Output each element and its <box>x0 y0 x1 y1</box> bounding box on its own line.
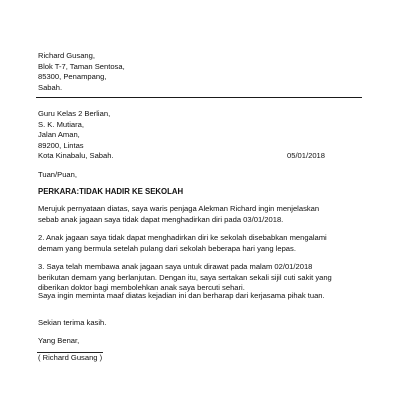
paragraph-line: diberikan doktor bagi membolehkan anak saya bercuti sehari. <box>38 283 245 293</box>
recipient-address-line: Guru Kelas 2 Berlian, <box>38 109 111 118</box>
sender-address-line: Richard Gusang, <box>38 51 95 60</box>
paragraph-line: 2. Anak jagaan saya tidak dapat menghadirkan diri ke sekolah disebabkan mengalami <box>38 233 327 242</box>
recipient-address-line: 89200, Lintas <box>38 140 84 150</box>
body-paragraph <box>38 262 332 294</box>
paragraph-line: Saya ingin meminta maaf diatas kejadian ini dan berharap dari kerjasama pihak tuan. <box>38 291 325 300</box>
paragraph-line: sebab anak jagaan saya tidak dapat menghadirkan diri pada 03/01/2018. <box>38 214 284 224</box>
paragraph-line: Merujuk pernyataan diatas, saya waris penjaga Alekman Richard ingin menjelaskan <box>38 204 320 213</box>
recipient-address <box>38 109 114 162</box>
sender-address-line: Blok T-7, Taman Sentosa, <box>38 61 125 71</box>
closing-line: Sekian terima kasih. <box>38 318 107 327</box>
salutation: Tuan/Puan, <box>38 170 77 179</box>
body-paragraph <box>38 204 319 225</box>
letter-subject: PERKARA:TIDAK HADIR KE SEKOLAH <box>38 187 184 196</box>
signature-name: ( Richard Gusang ) <box>38 353 103 362</box>
valediction: Yang Benar, <box>38 336 80 345</box>
sender-address-line: Sabah. <box>38 82 63 92</box>
recipient-address-line: S. K. Mutiara, <box>38 119 85 129</box>
sender-address-line: 85300, Penampang, <box>38 72 107 82</box>
body-paragraph <box>38 291 325 302</box>
sender-address <box>38 51 125 93</box>
recipient-address-line: Kota Kinabalu, Sabah. <box>38 151 114 161</box>
body-paragraph <box>38 233 327 254</box>
recipient-address-line: Jalan Aman, <box>38 130 80 140</box>
paragraph-line: demam yang bermula setelah pulang dari sekolah beberapa hari yang lepas. <box>38 243 296 253</box>
letter-date: 05/01/2018 <box>287 151 326 160</box>
header-divider <box>36 97 362 98</box>
paragraph-line: 3. Saya telah membawa anak jagaan saya untuk dirawat pada malam 02/01/2018 <box>38 262 313 271</box>
paragraph-line: berikutan demam yang berlanjutan. Dengan itu, saya sertakan sekali sijil cuti sakit yang <box>38 272 332 282</box>
